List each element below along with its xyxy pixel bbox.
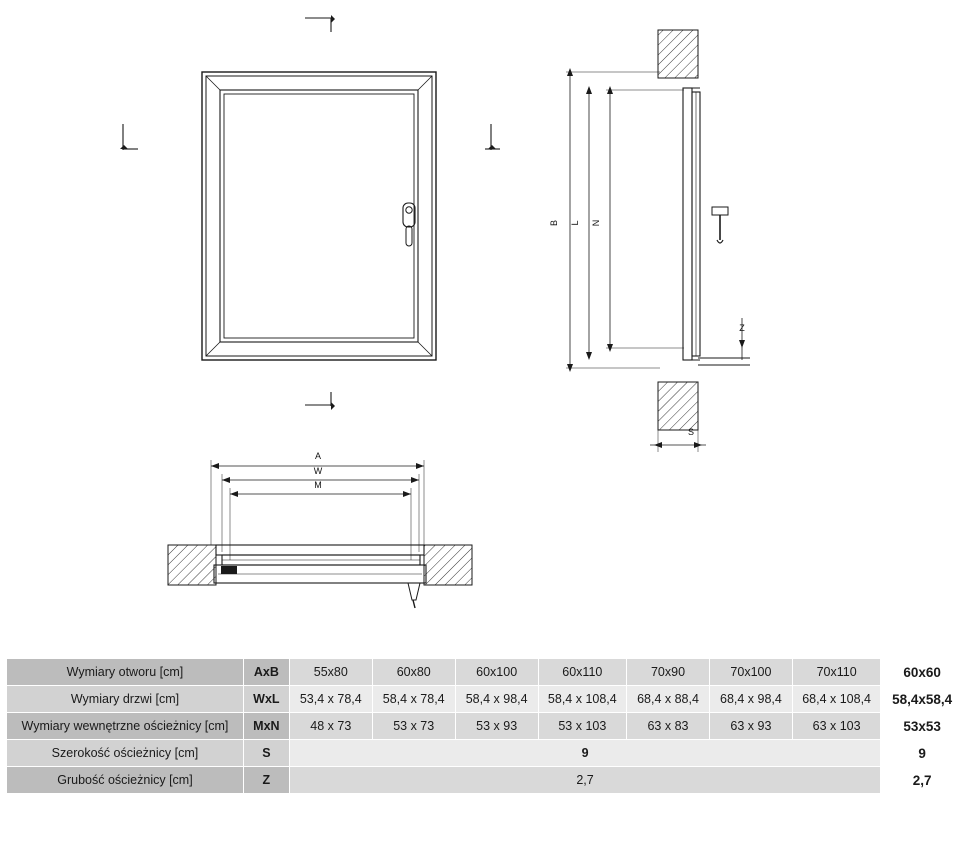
specifications-table-wrap <box>0 658 970 794</box>
door-handle-icon <box>403 203 415 246</box>
row-value: 60x80 <box>372 659 455 686</box>
row-value: 58,4 x 98,4 <box>455 686 538 713</box>
side-section-view <box>549 30 750 452</box>
row-highlight-value: 60x60 <box>881 659 964 686</box>
row-merged-value: 2,7 <box>289 767 881 794</box>
svg-text:M: M <box>314 480 322 490</box>
top-section-view <box>168 451 472 608</box>
front-view <box>120 15 500 410</box>
row-merged-value: 9 <box>289 740 881 767</box>
section-mark-left <box>120 124 138 150</box>
svg-text:S: S <box>687 427 695 437</box>
row-symbol: AxB <box>243 659 289 686</box>
svg-text:A: A <box>314 451 322 461</box>
row-value: 55x80 <box>289 659 372 686</box>
table-row <box>7 767 964 794</box>
table-row <box>7 740 964 767</box>
row-symbol: MxN <box>243 713 289 740</box>
section-mark-right <box>485 124 500 150</box>
row-value: 70x90 <box>627 659 710 686</box>
row-value: 68,4 x 98,4 <box>709 686 792 713</box>
section-mark-bottom <box>305 392 335 410</box>
row-label: Wymiary drzwi [cm] <box>7 686 244 713</box>
row-value: 53 x 93 <box>455 713 538 740</box>
row-value: 53 x 73 <box>372 713 455 740</box>
row-symbol: WxL <box>243 686 289 713</box>
door-handle-side-icon <box>712 207 728 243</box>
row-highlight-value: 53x53 <box>881 713 964 740</box>
dimension-Z <box>739 318 745 360</box>
row-value: 60x100 <box>455 659 538 686</box>
svg-text:L: L <box>570 220 580 226</box>
row-label: Wymiary otworu [cm] <box>7 659 244 686</box>
row-value: 63 x 83 <box>627 713 710 740</box>
dimension-N <box>591 86 684 352</box>
row-symbol: Z <box>243 767 289 794</box>
row-highlight-value: 2,7 <box>881 767 964 794</box>
row-highlight-value: 9 <box>881 740 964 767</box>
row-label: Szerokość ościeżnicy [cm] <box>7 740 244 767</box>
row-value: 68,4 x 88,4 <box>627 686 710 713</box>
svg-text:W: W <box>313 466 323 476</box>
table-row <box>7 713 964 740</box>
svg-text:N: N <box>591 219 601 227</box>
row-value: 70x100 <box>709 659 792 686</box>
row-value: 53 x 103 <box>538 713 626 740</box>
row-value: 48 x 73 <box>289 713 372 740</box>
dimension-W <box>222 466 419 552</box>
section-mark-top <box>305 15 335 32</box>
row-value: 70x110 <box>792 659 880 686</box>
row-value: 58,4 x 108,4 <box>538 686 626 713</box>
row-value: 68,4 x 108,4 <box>792 686 880 713</box>
dimension-L <box>570 86 592 360</box>
row-value: 60x110 <box>538 659 626 686</box>
table-row <box>7 686 964 713</box>
row-symbol: S <box>243 740 289 767</box>
table-row <box>7 659 964 686</box>
row-value: 58,4 x 78,4 <box>372 686 455 713</box>
svg-text:Z: Z <box>739 323 745 333</box>
svg-text:B: B <box>549 219 559 227</box>
row-value: 63 x 103 <box>792 713 880 740</box>
row-value: 63 x 93 <box>709 713 792 740</box>
dimension-M <box>230 480 411 560</box>
specifications-table <box>6 658 964 794</box>
row-highlight-value: 58,4x58,4 <box>881 686 964 713</box>
row-label: Grubość ościeżnicy [cm] <box>7 767 244 794</box>
row-value: 53,4 x 78,4 <box>289 686 372 713</box>
row-label: Wymiary wewnętrzne ościeżnicy [cm] <box>7 713 244 740</box>
dimension-B <box>549 68 660 372</box>
